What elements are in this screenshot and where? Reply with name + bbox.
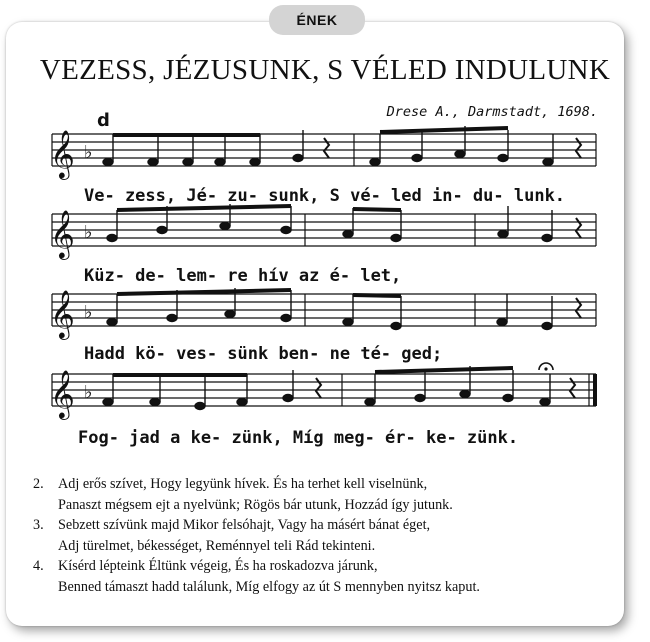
music-staff-2 xyxy=(40,202,610,262)
verse-number: 3. xyxy=(33,517,44,533)
verse-4-line-2: Benned támaszt hadd találunk, Míg elfogy az út S mennyben nyitsz kaput. xyxy=(58,578,480,595)
verse-text: Kísérd lépteink Éltünk végeig, És ha roskadozva járunk, xyxy=(58,558,378,574)
treble-clef-icon: 𝄞 xyxy=(50,209,75,258)
lyric-line-4: Fog- jad a ke- zünk, Míg meg- ér- ke- zünk. xyxy=(78,428,519,448)
treble-clef-icon: 𝄞 xyxy=(50,129,75,178)
verse-text: Sebzett szívünk majd Mikor felsóhajt, Vagy ha másért bánat éget, xyxy=(58,517,431,533)
treble-clef-icon: 𝄞 xyxy=(50,289,75,338)
rest-icon xyxy=(316,378,575,398)
verse-number: 2. xyxy=(33,476,44,492)
song-title: VEZESS, JÉZUSUNK, S VÉLED INDULUNK xyxy=(39,54,611,86)
rest-icon xyxy=(576,298,581,318)
rest-icon xyxy=(324,138,581,158)
verses-block xyxy=(33,474,613,597)
lyric-line-2: Küz- de- lem- re hív az é- let, xyxy=(84,266,402,286)
flat-icon: ♭ xyxy=(84,222,93,243)
composer-attribution: Drese A., Darmstadt, 1698. xyxy=(386,104,598,120)
verse-3 xyxy=(33,515,613,536)
flat-icon: ♭ xyxy=(84,382,93,403)
lyric-line-1: Ve- zess, Jé- zu- sunk, S vé- led in- du- lunk. xyxy=(84,186,566,206)
verse-text: Adj erős szívet, Hogy legyünk hívek. És ha terhet kell viselnünk, xyxy=(58,476,428,492)
treble-clef-icon: 𝄞 xyxy=(50,369,75,418)
fermata-icon xyxy=(539,363,553,371)
rest-icon xyxy=(576,218,581,238)
music-staff-4 xyxy=(40,362,610,422)
music-staff-3 xyxy=(40,282,610,342)
section-tab: ÉNEK xyxy=(269,5,365,35)
lyric-line-3: Hadd kö- ves- sünk ben- ne té- ged; xyxy=(84,344,443,364)
verse-2 xyxy=(33,474,613,495)
flat-icon: ♭ xyxy=(84,302,93,323)
verse-3-line-2: Adj türelmet, békességet, Reménnyel teli Rád tekinteni. xyxy=(58,537,376,554)
music-staff-1 xyxy=(40,122,610,182)
verse-number: 4. xyxy=(33,558,44,574)
verse-2-line-2: Panaszt mégsem ejt a nyelvünk; Rögös bár utunk, Hozzád így jutunk. xyxy=(58,496,453,513)
key-letter: d xyxy=(97,110,110,131)
verse-4 xyxy=(33,556,613,577)
flat-icon: ♭ xyxy=(84,142,93,163)
